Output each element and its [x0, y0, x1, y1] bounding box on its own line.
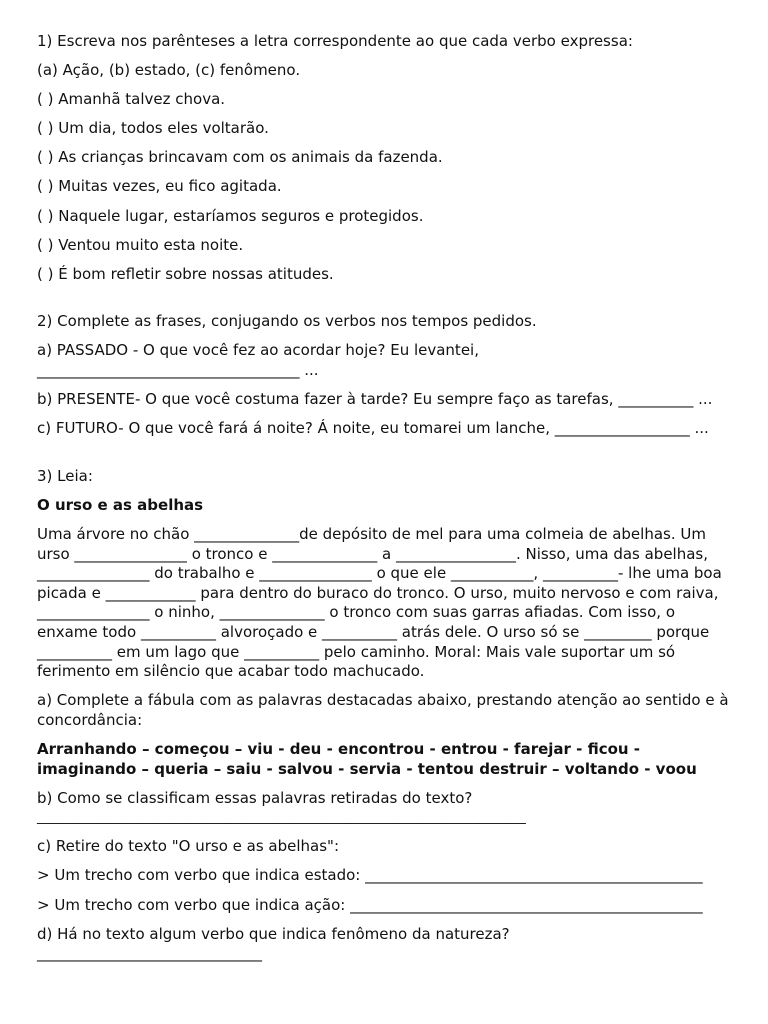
- word-bank: Arranhando – começou – viu - deu - encontrou - entrou - farejar - ficou - imaginando – queria – saiu - salvou - servia - tentou destruir – voltando - voou: [37, 739, 697, 778]
- story-title: O urso e as abelhas: [37, 495, 204, 514]
- q3d-answer-blank: ______________________________: [37, 944, 262, 963]
- q2-item-b: b) PRESENTE- O que você costuma fazer à tarde? Eu sempre faço as tarefas, __________ ...: [37, 390, 713, 409]
- q3c-instruction: c) Retire do texto "O urso e as abelhas":: [37, 837, 339, 856]
- q1-item: ( ) Muitas vezes, eu fico agitada.: [37, 177, 282, 196]
- q3c-action: > Um trecho com verbo que indica ação: _______________________________________________: [37, 895, 703, 914]
- q1-item: ( ) É bom refletir sobre nossas atitudes.: [37, 264, 334, 283]
- q3d-question: d) Há no texto algum verbo que indica fenômeno da natureza?: [37, 924, 510, 943]
- q1-item: ( ) Ventou muito esta noite.: [37, 235, 244, 254]
- q1-instruction: 1) Escreva nos parênteses a letra correspondente ao que cada verbo expressa:: [37, 32, 633, 50]
- q1-item: ( ) Naquele lugar, estaríamos seguros e protegidos.: [37, 206, 424, 225]
- q1-item: ( ) As crianças brincavam com os animais da fazenda.: [37, 148, 443, 167]
- story-text: Uma árvore no chão ______________de depósito de mel para uma colmeia de abelhas. Um urso _______________ o tronco e ______________ a ________________. Nisso, uma das abelhas, _______________ do trabalho e _______________ o que ele ___________, __________- lhe uma boa picada e ____________ para dentro do buraco do tronco. O urso, muito nervoso e com raiva, _______________ o ninho, ______________ o tronco com suas garras afiadas. Com isso, o enxame todo __________ alvoroçado e __________ atrás dele. O urso só se _________ porque __________ em um lago que __________ pelo caminho. Moral: Mais vale suportar um só ferimento em silêncio que acabar todo machucado.: [37, 525, 722, 681]
- q3b-question: b) Como se classificam essas palavras retiradas do texto?: [37, 788, 473, 807]
- q3a-instruction: a) Complete a fábula com as palavras destacadas abaixo, prestando atenção ao sentido e à concordância:: [37, 691, 729, 729]
- q3c-state: > Um trecho com verbo que indica estado: _____________________________________________: [37, 866, 703, 885]
- q1-legend: (a) Ação, (b) estado, (c) fenômeno.: [37, 61, 301, 80]
- q2-instruction: 2) Complete as frases, conjugando os verbos nos tempos pedidos.: [37, 312, 537, 331]
- q3b-answer-blank: _________________________________________________________________________: [37, 810, 526, 826]
- q1-item: ( ) Um dia, todos eles voltarão.: [37, 119, 269, 138]
- q3-label: 3) Leia:: [37, 466, 93, 485]
- q1-item: ( ) Amanhã talvez chova.: [37, 90, 226, 109]
- q2-item-c: c) FUTURO- O que você fará á noite? Á noite, eu tomarei um lanche, __________________ ...: [37, 419, 709, 438]
- q2-item-a: a) PASSADO - O que você fez ao acordar hoje? Eu levantei, ___________________________________ ...: [37, 341, 479, 380]
